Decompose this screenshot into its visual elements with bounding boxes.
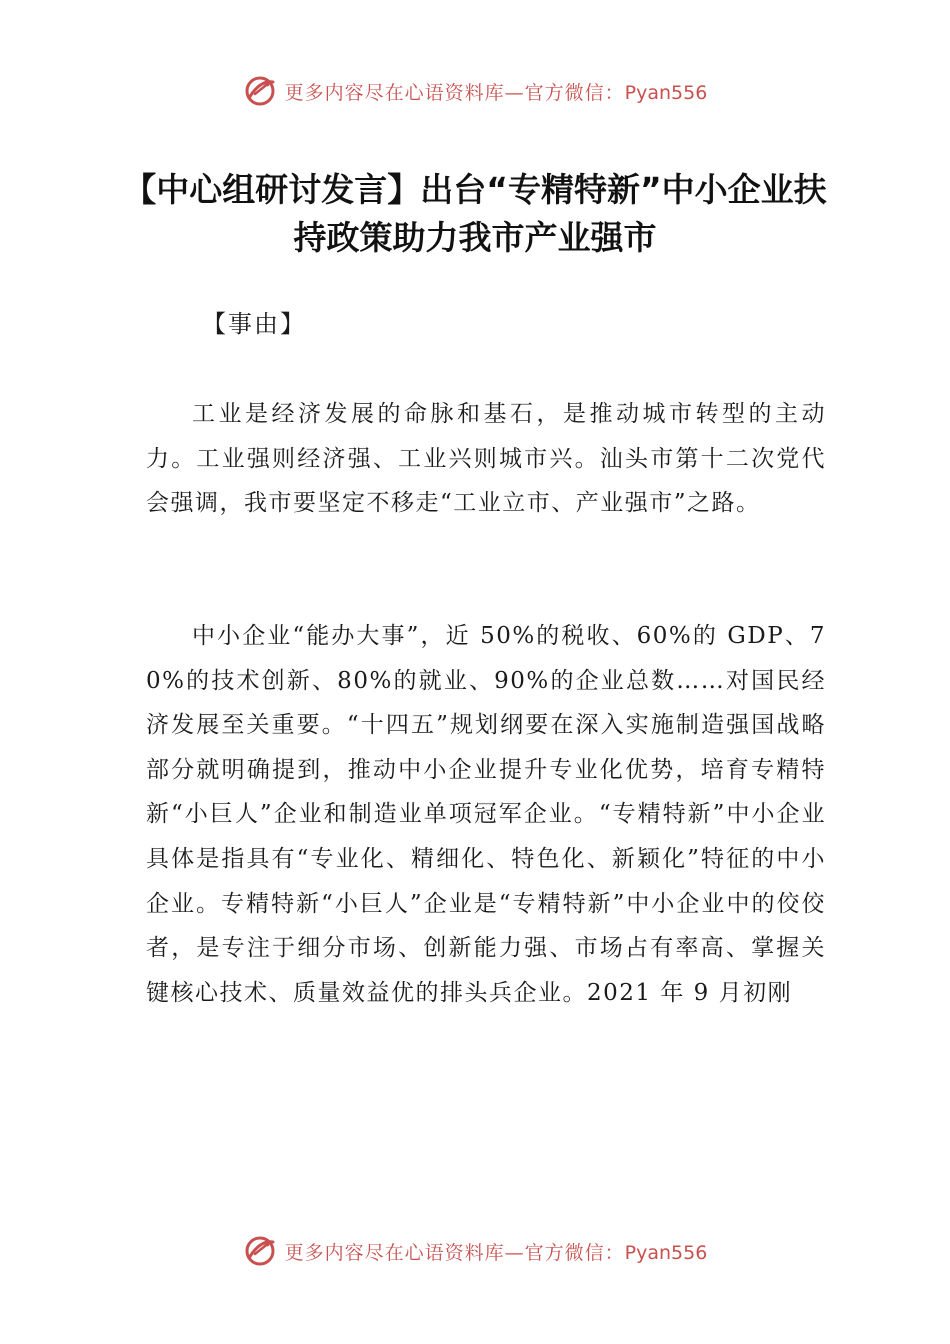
paragraph-1: 工业是经济发展的命脉和基石，是推动城市转型的主动力。工业强则经济强、工业兴则城市兴。汕头市第十二次党代会强调，我市要坚定不移走“工业立市、产业强市”之路。: [146, 401, 826, 517]
library-logo-icon: [243, 1234, 277, 1268]
header-watermark: [0, 74, 950, 108]
watermark-label: 更多内容尽在心语资料库—官方微信：: [284, 81, 625, 104]
watermark-text: [285, 1238, 708, 1265]
watermark-text: [285, 78, 708, 105]
section-label: 【事由】: [202, 310, 306, 338]
paragraph-2: 中小企业“能办大事”，近 50%的税收、60%的 GDP、70%的技术创新、80%的就业、90%的企业总数……对国民经济发展至关重要。“十四五”规划纲要在深入实施制造强国战略部分就明确提到，推动中小企业提升专业化优势，培育专精特新“小巨人”企业和制造业单项冠军企业。“专精特新”中小企业具体是指具有“专业化、精细化、特色化、新颖化”特征的中小企业。专精特新“小巨人”企业是“专精特新”中小企业中的佼佼者，是专注于细分市场、创新能力强、市场占有率高、掌握关键核心技术、质量效益优的排头兵企业。2021 年 9 月初刚: [146, 623, 826, 1006]
watermark-wechat-id: Pyan556: [624, 1241, 708, 1264]
watermark-label: 更多内容尽在心语资料库—官方微信：: [284, 1241, 625, 1264]
library-logo-icon: [243, 74, 277, 108]
footer-watermark: [0, 1234, 950, 1268]
watermark-wechat-id: Pyan556: [624, 81, 708, 104]
document-title: 【中心组研讨发言】出台“专精特新”中小企业扶持政策助力我市产业强市: [123, 170, 827, 257]
